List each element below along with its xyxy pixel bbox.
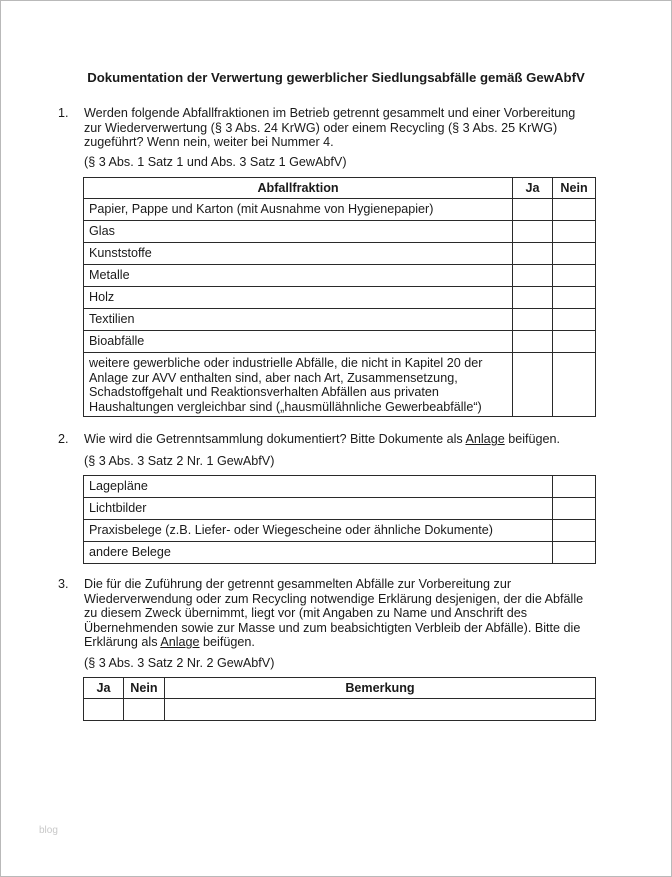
ja-checkbox-cell[interactable] (513, 199, 553, 221)
section-3-line: zu diesem Zweck übernimmt, liegt vor (mit Angaben zu Name und Anschrift des (84, 606, 528, 621)
section-1-question (84, 106, 594, 150)
table-row (84, 353, 596, 417)
section-2-question (84, 432, 594, 447)
fraction-label: Holz (84, 287, 513, 309)
documentation-checkbox-cell[interactable] (553, 542, 596, 564)
table-row (84, 520, 596, 542)
section-3-line (84, 635, 594, 650)
section-3-question (84, 577, 594, 650)
nein-checkbox-cell[interactable] (553, 287, 596, 309)
section-1-line: zugeführt? Wenn nein, weiter bei Nummer 4. (84, 135, 334, 150)
section-3-line: Die für die Zuführung der getrennt gesammelten Abfälle zur Vorbereitung zur (84, 577, 512, 591)
header-abfallfraktion: Abfallfraktion (84, 178, 513, 199)
table-row (84, 265, 596, 287)
header-nein: Nein (553, 178, 596, 199)
nein-checkbox-cell[interactable] (553, 243, 596, 265)
fraction-label: Papier, Pappe und Karton (mit Ausnahme von Hygienepapier) (84, 199, 513, 221)
fraction-label-other-waste (84, 353, 513, 417)
fraction-label-line: Anlage zur AVV enthalten sind, aber nach Art, Zusammensetzung, (89, 370, 458, 385)
fraction-label-line: Haushaltungen vergleichbar sind („hausmüllähnliche Gewerbeabfälle“) (89, 399, 482, 414)
documentation-label: andere Belege (84, 542, 553, 564)
table-row (84, 498, 596, 520)
header-nein: Nein (123, 678, 164, 699)
table-row (84, 287, 596, 309)
fraction-label: Kunststoffe (84, 243, 513, 265)
section-3-line: Wiederverwendung oder zum Recycling notwendige Erklärung desjenigen, der die Abfälle (84, 591, 584, 606)
nein-checkbox-cell[interactable] (123, 699, 164, 721)
header-ja: Ja (513, 178, 553, 199)
section-3-text: Erklärung als (84, 635, 161, 650)
section-2-reference: (§ 3 Abs. 3 Satz 2 Nr. 1 GewAbfV) (84, 454, 275, 468)
ja-checkbox-cell[interactable] (513, 265, 553, 287)
watermark: blog (39, 825, 58, 836)
nein-checkbox-cell[interactable] (553, 331, 596, 353)
fraction-label: Glas (84, 221, 513, 243)
remark-field[interactable] (164, 699, 595, 721)
table-row (84, 199, 596, 221)
section-1-line: Werden folgende Abfallfraktionen im Betrieb getrennt gesammelt und einer Vorbereitung (84, 106, 576, 120)
section-2-text-end: beifügen. (504, 432, 561, 446)
ja-checkbox-cell[interactable] (513, 287, 553, 309)
section-3-number: 3. (58, 577, 69, 591)
documentation-checkbox-cell[interactable] (553, 476, 596, 498)
nein-checkbox-cell[interactable] (553, 199, 596, 221)
nein-checkbox-cell[interactable] (553, 265, 596, 287)
table-row (84, 476, 596, 498)
table-row (84, 221, 596, 243)
documentation-label: Lagepläne (84, 476, 553, 498)
ja-checkbox-cell[interactable] (84, 699, 124, 721)
section-1-number: 1. (58, 106, 69, 120)
section-2-number: 2. (58, 432, 69, 446)
documentation-label: Praxisbelege (z.B. Liefer- oder Wiegescheine oder ähnliche Dokumente) (84, 520, 553, 542)
fraction-label: Bioabfälle (84, 331, 513, 353)
header-bemerkung: Bemerkung (164, 678, 595, 699)
section-3-line: Übernehmenden sowie zur Masse und zum beabsichtigten Verbleib der Abfälle). Bitte die (84, 620, 581, 635)
table-row (84, 243, 596, 265)
table-row (84, 542, 596, 564)
table-row (84, 309, 596, 331)
documentation-table (83, 475, 596, 564)
section-3-text-end: beifügen. (199, 635, 255, 650)
nein-checkbox-cell[interactable] (553, 221, 596, 243)
nein-checkbox-cell[interactable] (553, 353, 596, 417)
nein-checkbox-cell[interactable] (553, 309, 596, 331)
section-3-reference: (§ 3 Abs. 3 Satz 2 Nr. 2 GewAbfV) (84, 656, 275, 670)
waste-fraction-table (83, 177, 596, 417)
document-title: Dokumentation der Verwertung gewerblicher Siedlungsabfälle gemäß GewAbfV (87, 70, 585, 85)
header-ja: Ja (84, 678, 124, 699)
declaration-table (83, 677, 596, 721)
ja-checkbox-cell[interactable] (513, 331, 553, 353)
table-row (84, 331, 596, 353)
fraction-label-line: Schadstoffgehalt und Reaktionsverhalten Abfällen aus privaten (89, 385, 439, 400)
ja-checkbox-cell[interactable] (513, 221, 553, 243)
section-1-reference: (§ 3 Abs. 1 Satz 1 und Abs. 3 Satz 1 GewAbfV) (84, 155, 347, 169)
table-header-row (84, 678, 596, 699)
documentation-checkbox-cell[interactable] (553, 498, 596, 520)
ja-checkbox-cell[interactable] (513, 309, 553, 331)
table-header-row (84, 178, 596, 199)
section-1-line: zur Wiederverwertung (§ 3 Abs. 24 KrWG) oder einem Recycling (§ 3 Abs. 25 KrWG) (84, 120, 558, 135)
fraction-label: Metalle (84, 265, 513, 287)
ja-checkbox-cell[interactable] (513, 353, 553, 417)
fraction-label-line: weitere gewerbliche oder industrielle Abfälle, die nicht in Kapitel 20 der (89, 356, 483, 370)
fraction-label: Textilien (84, 309, 513, 331)
table-row (84, 699, 596, 721)
documentation-label: Lichtbilder (84, 498, 553, 520)
documentation-checkbox-cell[interactable] (553, 520, 596, 542)
ja-checkbox-cell[interactable] (513, 243, 553, 265)
section-2-anlage: Anlage (465, 432, 505, 446)
section-3-anlage: Anlage (160, 635, 200, 650)
section-2-text: Wie wird die Getrenntsammlung dokumentiert? Bitte Dokumente als (84, 432, 466, 446)
